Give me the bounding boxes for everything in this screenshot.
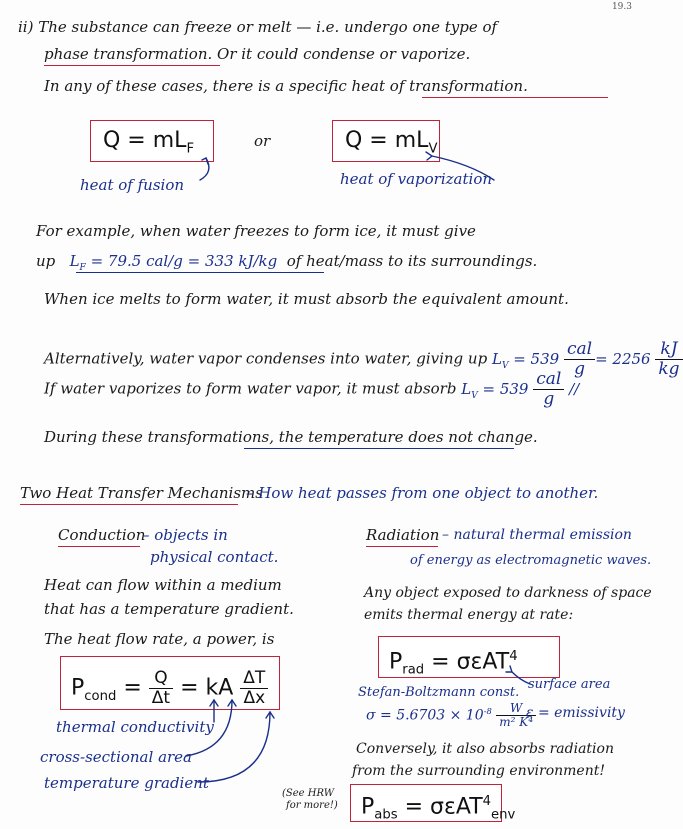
conduction-desc-2: physical contact. <box>150 548 279 566</box>
label-temperature-gradient: temperature gradient <box>44 774 209 792</box>
lv-value-vaporize: $L_V = 539$ $\frac{\text{cal}}{g}$ // <box>461 369 580 409</box>
vapor-formula-box <box>332 120 440 162</box>
fusion-formula: $Q = mL_F$ <box>103 128 195 157</box>
absorption-formula-box <box>350 784 516 823</box>
page-number: 19.3 <box>611 2 632 12</box>
radiation-desc-1: – natural thermal emission <box>442 527 632 543</box>
example-line-2: up $L_F = 79.5$ cal/g = 333 kJ/kg of heat/mass to its surroundings. <box>36 252 538 273</box>
underline-heat-of-transformation <box>422 97 608 98</box>
underline-temperature <box>244 448 514 449</box>
underline-transfer-heading <box>20 504 238 505</box>
radiation-title: Radiation <box>366 526 440 544</box>
radiation-body-3: Conversely, it also absorbs radiation <box>356 741 614 757</box>
conduction-body-2: that has a temperature gradient. <box>44 600 294 618</box>
label-stefan-boltzmann: Stefan-Boltzmann const. <box>358 685 520 700</box>
example-line-6: During these transformations, the temperature does not change. <box>44 428 538 446</box>
radiation-formula-box <box>378 636 560 678</box>
label-thermal-conductivity: thermal conductivity <box>56 718 214 736</box>
intro-line-2: phase transformation. Or it could condense or vaporize. <box>44 45 471 63</box>
label-surface-area: surface area <box>528 677 611 692</box>
conduction-title: Conduction <box>58 526 146 544</box>
example-line-1: For example, when water freezes to form ice, it must give <box>36 222 476 240</box>
underline-phase-transformation <box>44 65 220 66</box>
lf-value: $L_F = 79.5$ cal/g = 333 kJ/kg <box>69 252 278 273</box>
transfer-subheading: – How heat passes from one object to another. <box>246 484 599 502</box>
conduction-formula-box <box>60 656 280 710</box>
radiation-desc-2: of energy as electromagnetic waves. <box>410 553 652 568</box>
or-text: or <box>254 132 271 150</box>
label-cross-sectional-area: cross-sectional area <box>40 748 192 766</box>
underline-lf-value <box>76 272 324 273</box>
conduction-body-3: The heat flow rate, a power, is <box>44 630 275 648</box>
example-line-5: If water vaporizes to form water vapor, it must absorb $L_V = 539$ $\frac{\text{cal}}{g}$ // <box>44 369 580 409</box>
transfer-heading: Two Heat Transfer Mechanisms <box>20 484 263 502</box>
label-heat-of-vaporization: heat of vaporization <box>340 170 493 188</box>
see-hrw-note-1: (See HRW <box>282 788 335 799</box>
example-line-3: When ice melts to form water, it must absorb the equivalent amount. <box>44 290 569 308</box>
radiation-formula: $P_{rad} = \sigma\varepsilon AT^4$ <box>389 649 518 678</box>
intro-line-3: In any of these cases, there is a specific heat of transformation. <box>44 77 528 95</box>
absorption-formula: $P_{abs} = \sigma\varepsilon AT^4_{env}$ <box>361 794 516 823</box>
radiation-body-2: emits thermal energy at rate: <box>364 607 574 623</box>
label-emissivity: ε = emissivity <box>526 705 625 721</box>
label-heat-of-fusion: heat of fusion <box>80 176 185 194</box>
radiation-body-4: from the surrounding environment! <box>352 763 605 779</box>
underline-conduction <box>58 546 140 547</box>
conduction-desc-1: – objects in <box>142 526 228 544</box>
sigma-value: $\sigma = 5.6703 \times 10^{-8}$ $\frac{W}{\text{m² K⁴}}$ <box>366 700 536 729</box>
conduction-body-1: Heat can flow within a medium <box>44 576 282 594</box>
intro-line-1: ii) The substance can freeze or melt — i.e. undergo one type of <box>18 18 498 36</box>
underline-radiation <box>366 546 438 547</box>
see-hrw-note-2: for more!) <box>286 800 338 811</box>
conduction-formula: $P_{cond}$ = $\frac{Q}{\Delta t}$ = kA $\frac{\Delta T}{\Delta x}$ <box>71 669 268 710</box>
fusion-formula-box <box>90 120 214 162</box>
vapor-formula: $Q = mL_V$ <box>345 128 438 157</box>
example-line-4: Alternatively, water vapor condenses into water, giving up $L_V = 539$ $\frac{\text{cal}}{g}$ = 2256 $\frac{kJ}{kg}$ <box>44 340 683 379</box>
radiation-body-1: Any object exposed to darkness of space <box>364 585 652 601</box>
lv-value-condense: $L_V = 539$ $\frac{\text{cal}}{g}$ = 2256 $\frac{kJ}{kg}$ <box>492 350 683 368</box>
